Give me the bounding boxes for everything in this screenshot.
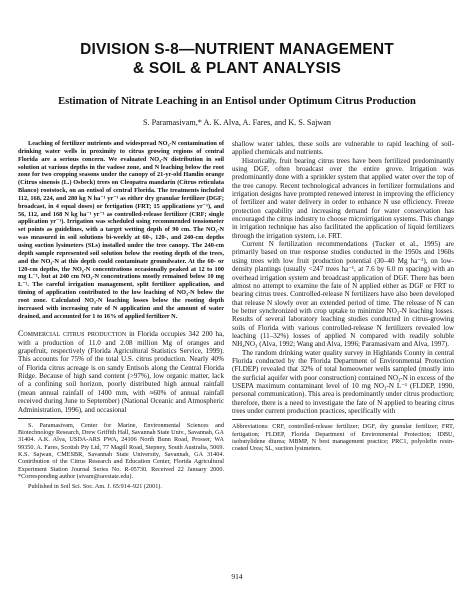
division-heading-line2: & SOIL & PLANT ANALYSIS [132, 60, 342, 77]
intro-paragraph [18, 330, 224, 413]
article-title: Estimation of Nitrate Leaching in an Entisol under Optimum Citrus Production [58, 96, 416, 107]
article-authors: S. Paramasivam,* A. K. Alva, A. Fares, and K. S. Sajwan [142, 118, 332, 127]
intro-paragraph-text: in Florida occupies 342 200 ha, with a production of 11.0 and 2.08 million Mg of oranges and grapefruit, respectively (Florida Agricultural Statistics Service, 1999). This accounts for 75% of the total U.S. citrus production. Nearly 40% of Florida citrus acreage is on sandy Entisols along the Central Florida Ridge. Because of high sand content (>97%), low organic matter, lack of a confining soil horizon, poorly distributed high annual rainfall (mean annual rainfall of 1400 mm, with ≈60% of annual rainfall received during June to September) (National Oceanic and Atmospheric Administration, 1996), and occasional [18, 330, 224, 414]
division-heading [0, 40, 474, 78]
division-heading-line1: DIVISION S-8—NUTRIENT MANAGEMENT [80, 41, 394, 58]
body-paragraph-continued: shallow water tables, these soils are vulnerable to rapid leaching of soil-applied chemicals and nutrients. [232, 140, 454, 157]
footnote-published: Published in Soil Sci. Soc. Am. J. 65:914–921 (2001). [28, 483, 162, 491]
body-paragraph-history: Historically, fruit bearing citrus trees have been fertilized predominantly using DGF, often broadcast over the entire grove. Irrigation was predominantly done with a sprinkler system that applied water over the top of the tree canopy. Recent technological advances in fertilizer formulations and irrigation designs have prompted renewed interest in improving the efficiency of fertilizer and water delivery in order to enhance N use efficiency. Freeze protection capability and increasing demand for water conservation has encouraged the citrus industry to choose microirrigation systems. This change in irrigation technique has also facilitated the application of liquid fertilizers through the irrigation system, i.e. FRT. [232, 156, 454, 240]
right-column [232, 140, 454, 453]
footnote-divider [18, 418, 80, 419]
abbreviations-divider [232, 419, 454, 420]
abstract: Leaching of fertilizer nutrients and widespread NO₃-N contamination of drinking water wells in proximity to citrus growing regions of central Florida are a serious concern. We evaluated NO₃-N distribution in soil solution at various depths in the vadose zone, and N leaching below the root zone for two cropping seasons under the canopy of 21-yr-old Hamlin orange (Citrus sinensis (L.) Osbeck) trees on Cleopatra mandarin (Citrus reticulata Blanco) rootstock, on an entisol of central Florida. The treatments included 112, 168, 224, and 280 kg N ha⁻¹ yr⁻¹ as either dry granular fertilizer (DGF; broadcast, in 4 equal doses) or fertigation (FRT; 15 applications yr⁻¹), and 56, 112, and 168 N kg ha⁻¹ yr⁻¹ as controlled-release fertilizer (CRF; single application yr⁻¹). Irrigation was scheduled using recommended tensiometer set points as guidelines, with a target wetting depth of 90 cm. The NO₃-N was measured in soil solutions bi-weekly at 60-, 120-, and 240-cm depths using suction lysimeters (SLs) installed under the tree canopy. The 240-cm depth sample represented soil solution below the rooting depth of the trees, and the NO₃-N at this depth could contaminate groundwater. At the 60- or 120-cm depths, the NO₃-N concentrations occasionally peaked at 12 to 100 mg L⁻¹, but at 240 cm NO₃-N concentrations mostly remained below 10 mg L⁻¹. The careful irrigation management, split fertilizer application, and timing of application contributed to the low leaching of NO₃-N below the root zone. Calculated NO₃-N leaching losses below the rooting depth increased with increasing rate of N application and the amount of water drained, and accounted for 1 to 16% of applied fertilizer N. [18, 140, 224, 320]
intro-lead-smallcaps: Commercial citrus production [18, 329, 127, 339]
page-number: 914 [231, 572, 243, 581]
body-paragraph-recommendations: Current N fertilization recommendations (Tucker et al., 1995) are primarily based on true response studies conducted in the 1950s and 1960s using trees with low fruit production potential (30–40 Mg ha⁻¹), on low-density plantings (usually <247 trees ha⁻¹, at 7.6 by 6.0 m spacing) with an overhead irrigation system and broadcast application of DGF. There has been almost no attempt to examine the fate of N applied either as DGF or FRT to bearing citrus trees. Controlled-release N fertilizers have also been developed that release N slowly over an extended period of time. The release of N can be better synchronized with crop uptake to minimize NO₃-N leaching losses. Results of several laboratory leaching studies conducted in citrus-growing soils of Florida with various controlled-release N fertilizers revealed low leaching (11–32%) losses of applied N compared with readily soluble NH₄NO₃ (Alva, 1992; Wang and Alva, 1996; Paramasivam and Alva, 1997). [232, 240, 454, 349]
body-paragraph-water-quality: The random drinking water quality survey in Highlands County in central Florida conducted by the Florida Department of Environmental Protection (FLDEP) revealed that 32% of total homeowner wells sampled (mostly into the surficial aquifer with poor construction) contained NO₃-N in excess of the USEPA maximum contaminant level of 10 mg NO₃-N L⁻¹ (FLDEP, 1990, personal communication). This area is predominantly under citrus production; therefore, there is a need to investigate the fate of N applied to bearing citrus trees under current production practices, specifically with [232, 348, 454, 415]
left-column [18, 140, 224, 494]
abbreviations-list: Abbreviations: CRF, controlled-release fertilizer; DGF, dry granular fertilizer; FRT, fertigation; FLDEP, Florida Department of Environmental Protection; IDBU, isobutylidene diurea; MBMP, N best management practice; PRC1, polyolefin resin-coated Urea; SL, suction lysimeters. [232, 423, 454, 453]
footnote-affiliations: S. Paramasivam, Center for Marine, Environmental Sciences and Biotechnology Research, Drew Griffith Hall, Savannah State Univ., Savannah, GA 31404. A.K. Alva, USDA-ARS PWA, 24106 North Bunn Road, Prosser, WA 99350. A. Fares, Scottsh Pty Ltd, 77 Magill Road, Stepney, South Australia, 5069. K.S. Sajwan, CMESBR, Savannah State University, Savannah, GA 31404. Contribution of the Citrus Research and Education Center, Florida Agricultural Experiment Station Journal Series No. R-05730. Received 22 January 2000. *Corresponding author (sivam@savstate.edu). [18, 421, 224, 480]
